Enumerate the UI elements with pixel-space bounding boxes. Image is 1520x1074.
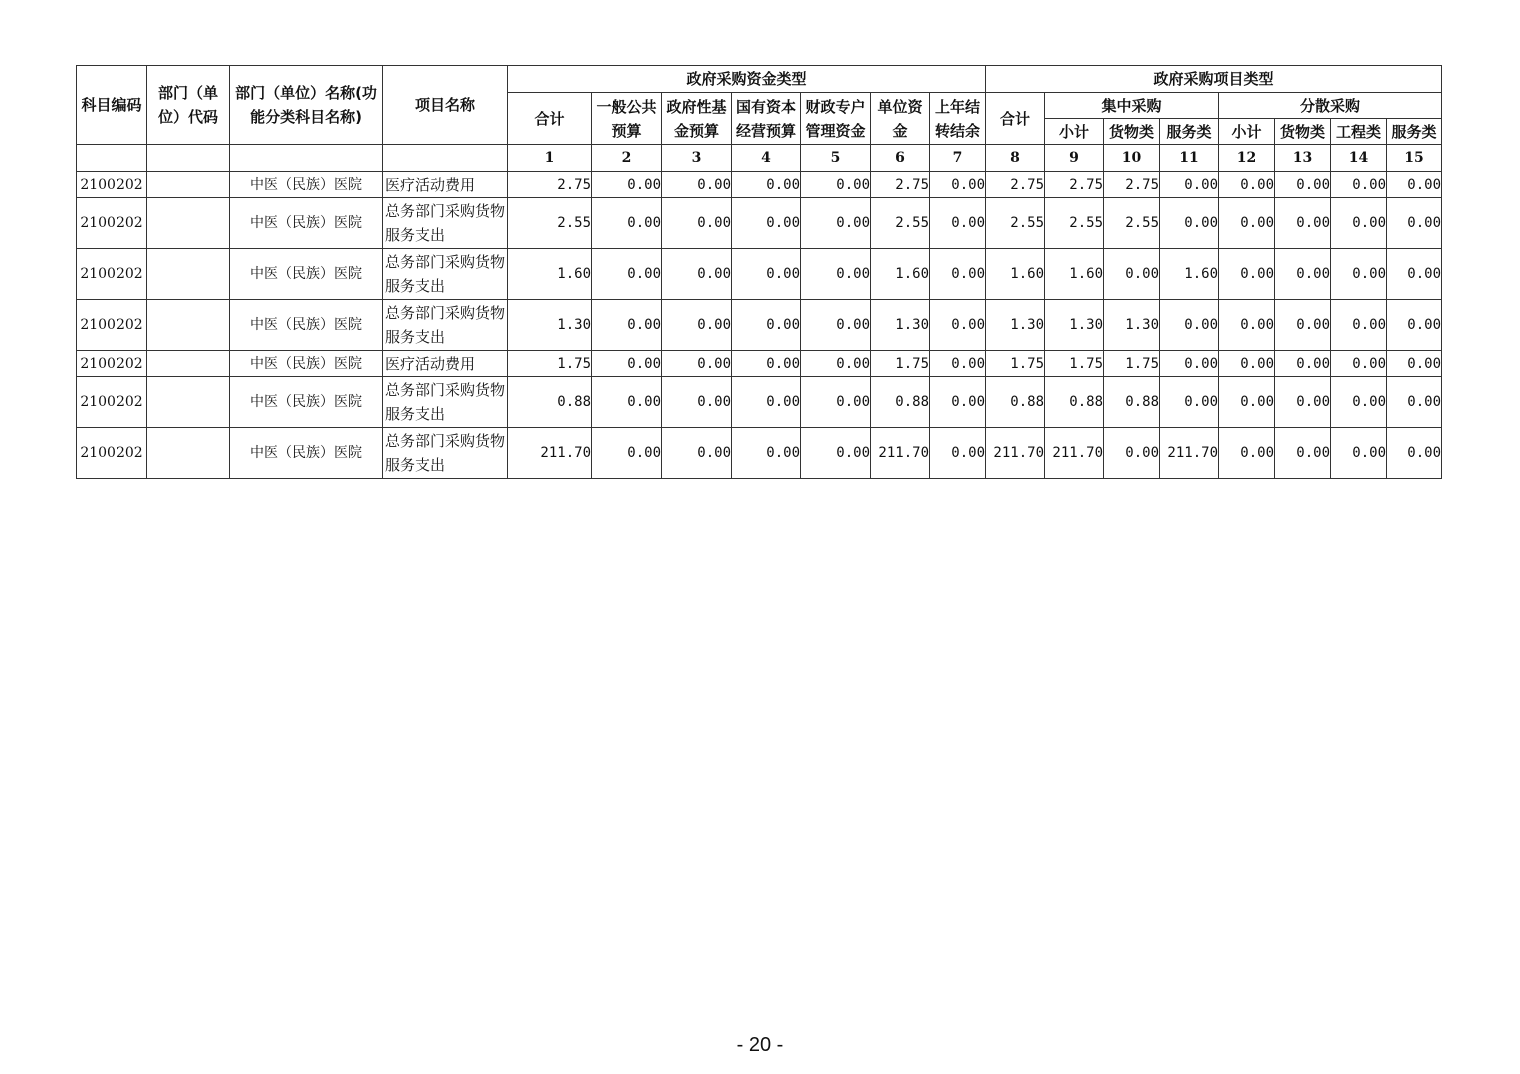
value-cell: 0.00 xyxy=(732,198,801,249)
subject-code-cell: 2100202 xyxy=(77,172,147,198)
value-cell: 0.00 xyxy=(1387,300,1442,351)
value-cell: 1.75 xyxy=(1104,351,1160,377)
value-cell: 0.00 xyxy=(930,351,986,377)
value-cell: 0.00 xyxy=(801,428,871,479)
header-dispersed-goods: 货物类 xyxy=(1275,119,1331,145)
project-name-cell: 总务部门采购货物服务支出 xyxy=(383,249,508,300)
value-cell: 0.00 xyxy=(732,428,801,479)
dept-code-cell xyxy=(147,377,230,428)
value-cell: 1.75 xyxy=(871,351,930,377)
value-cell: 0.00 xyxy=(930,300,986,351)
value-cell: 2.75 xyxy=(1045,172,1104,198)
value-cell: 0.00 xyxy=(592,351,662,377)
value-cell: 0.00 xyxy=(1160,172,1219,198)
header-fund-special-account: 财政专户管理资金 xyxy=(801,93,871,145)
header-central-subtotal: 小计 xyxy=(1045,119,1104,145)
table-row xyxy=(77,198,1442,249)
value-cell: 1.60 xyxy=(1045,249,1104,300)
table-row xyxy=(77,172,1442,198)
value-cell: 0.00 xyxy=(662,351,732,377)
value-cell: 0.00 xyxy=(1219,300,1275,351)
value-cell: 0.00 xyxy=(1219,377,1275,428)
value-cell: 0.00 xyxy=(1387,351,1442,377)
value-cell: 0.00 xyxy=(732,351,801,377)
value-cell: 0.00 xyxy=(930,249,986,300)
value-cell: 0.00 xyxy=(1160,377,1219,428)
dept-code-cell xyxy=(147,249,230,300)
value-cell: 0.00 xyxy=(1275,249,1331,300)
dept-name-cell: 中医（民族）医院 xyxy=(230,351,383,377)
value-cell: 1.75 xyxy=(508,351,592,377)
dept-name-cell: 中医（民族）医院 xyxy=(230,300,383,351)
value-cell: 2.75 xyxy=(1104,172,1160,198)
header-type-total: 合计 xyxy=(986,93,1045,145)
index-cell: 10 xyxy=(1104,145,1160,172)
value-cell: 1.60 xyxy=(508,249,592,300)
index-cell: 12 xyxy=(1219,145,1275,172)
value-cell: 1.30 xyxy=(986,300,1045,351)
value-cell: 0.00 xyxy=(1331,428,1387,479)
value-cell: 0.00 xyxy=(1275,377,1331,428)
header-dispersed-service: 服务类 xyxy=(1387,119,1442,145)
header-dept-name: 部门（单位）名称(功能分类科目名称) xyxy=(230,66,383,145)
value-cell: 0.00 xyxy=(930,377,986,428)
index-cell: 11 xyxy=(1160,145,1219,172)
index-cell: 9 xyxy=(1045,145,1104,172)
value-cell: 2.55 xyxy=(508,198,592,249)
index-blank xyxy=(383,145,508,172)
value-cell: 211.70 xyxy=(1160,428,1219,479)
header-dispersed-procurement: 分散采购 xyxy=(1219,93,1442,119)
value-cell: 1.30 xyxy=(1045,300,1104,351)
value-cell: 0.00 xyxy=(1275,300,1331,351)
value-cell: 0.00 xyxy=(592,300,662,351)
value-cell: 0.00 xyxy=(662,428,732,479)
value-cell: 1.30 xyxy=(508,300,592,351)
value-cell: 0.00 xyxy=(1104,249,1160,300)
table-row xyxy=(77,377,1442,428)
value-cell: 1.30 xyxy=(871,300,930,351)
value-cell: 0.00 xyxy=(1331,300,1387,351)
value-cell: 2.55 xyxy=(1104,198,1160,249)
value-cell: 2.75 xyxy=(986,172,1045,198)
value-cell: 0.00 xyxy=(930,198,986,249)
project-name-cell: 总务部门采购货物服务支出 xyxy=(383,300,508,351)
value-cell: 0.00 xyxy=(801,377,871,428)
index-cell: 6 xyxy=(871,145,930,172)
value-cell: 0.00 xyxy=(1275,198,1331,249)
project-name-cell: 医疗活动费用 xyxy=(383,351,508,377)
value-cell: 0.00 xyxy=(1387,198,1442,249)
value-cell: 0.00 xyxy=(1104,428,1160,479)
project-name-cell: 总务部门采购货物服务支出 xyxy=(383,428,508,479)
value-cell: 0.00 xyxy=(1331,377,1387,428)
value-cell: 0.00 xyxy=(801,300,871,351)
value-cell: 0.00 xyxy=(930,428,986,479)
value-cell: 0.88 xyxy=(986,377,1045,428)
index-cell: 15 xyxy=(1387,145,1442,172)
subject-code-cell: 2100202 xyxy=(77,428,147,479)
value-cell: 0.00 xyxy=(592,172,662,198)
header-dept-code: 部门（单位）代码 xyxy=(147,66,230,145)
table-row xyxy=(77,351,1442,377)
dept-code-cell xyxy=(147,198,230,249)
value-cell: 0.00 xyxy=(1219,198,1275,249)
header-subject-code: 科目编码 xyxy=(77,66,147,145)
value-cell: 0.00 xyxy=(1160,351,1219,377)
procurement-table xyxy=(76,65,1442,479)
value-cell: 2.55 xyxy=(871,198,930,249)
value-cell: 211.70 xyxy=(986,428,1045,479)
value-cell: 0.00 xyxy=(1275,172,1331,198)
dept-name-cell: 中医（民族）医院 xyxy=(230,198,383,249)
header-fund-total: 合计 xyxy=(508,93,592,145)
value-cell: 1.60 xyxy=(986,249,1045,300)
value-cell: 0.00 xyxy=(662,249,732,300)
dept-name-cell: 中医（民族）医院 xyxy=(230,249,383,300)
project-name-cell: 总务部门采购货物服务支出 xyxy=(383,377,508,428)
value-cell: 0.88 xyxy=(1045,377,1104,428)
value-cell: 0.00 xyxy=(1331,172,1387,198)
index-cell: 1 xyxy=(508,145,592,172)
index-blank xyxy=(77,145,147,172)
value-cell: 0.00 xyxy=(592,249,662,300)
value-cell: 0.00 xyxy=(732,300,801,351)
value-cell: 0.00 xyxy=(1160,300,1219,351)
value-cell: 0.00 xyxy=(732,172,801,198)
value-cell: 1.60 xyxy=(871,249,930,300)
value-cell: 0.00 xyxy=(1219,249,1275,300)
value-cell: 0.00 xyxy=(1331,351,1387,377)
subject-code-cell: 2100202 xyxy=(77,300,147,351)
value-cell: 0.00 xyxy=(1275,428,1331,479)
dept-name-cell: 中医（民族）医院 xyxy=(230,428,383,479)
index-blank xyxy=(230,145,383,172)
index-cell: 8 xyxy=(986,145,1045,172)
value-cell: 0.88 xyxy=(1104,377,1160,428)
header-fund-gov-fund: 政府性基金预算 xyxy=(662,93,732,145)
header-central-goods: 货物类 xyxy=(1104,119,1160,145)
value-cell: 0.00 xyxy=(1219,172,1275,198)
value-cell: 0.00 xyxy=(1219,351,1275,377)
header-dispersed-engineering: 工程类 xyxy=(1331,119,1387,145)
index-cell: 4 xyxy=(732,145,801,172)
table-header xyxy=(77,66,1442,172)
header-dispersed-subtotal: 小计 xyxy=(1219,119,1275,145)
value-cell: 0.00 xyxy=(592,377,662,428)
value-cell: 0.88 xyxy=(871,377,930,428)
value-cell: 0.00 xyxy=(801,198,871,249)
index-cell: 3 xyxy=(662,145,732,172)
page-number: - 20 - xyxy=(736,1034,784,1056)
value-cell: 0.00 xyxy=(662,172,732,198)
header-fund-state-capital: 国有资本经营预算 xyxy=(732,93,801,145)
index-row xyxy=(77,145,1442,172)
value-cell: 0.00 xyxy=(1387,172,1442,198)
value-cell: 0.00 xyxy=(592,198,662,249)
value-cell: 2.75 xyxy=(508,172,592,198)
table-row xyxy=(77,428,1442,479)
value-cell: 1.60 xyxy=(1160,249,1219,300)
dept-code-cell xyxy=(147,300,230,351)
value-cell: 0.00 xyxy=(1387,249,1442,300)
header-central-procurement: 集中采购 xyxy=(1045,93,1219,119)
value-cell: 0.00 xyxy=(1331,198,1387,249)
value-cell: 1.75 xyxy=(986,351,1045,377)
table-body xyxy=(77,172,1442,479)
project-name-cell: 总务部门采购货物服务支出 xyxy=(383,198,508,249)
header-fund-type-group: 政府采购资金类型 xyxy=(508,66,986,93)
dept-code-cell xyxy=(147,172,230,198)
dept-name-cell: 中医（民族）医院 xyxy=(230,377,383,428)
value-cell: 0.00 xyxy=(662,198,732,249)
header-fund-unit: 单位资金 xyxy=(871,93,930,145)
header-central-service: 服务类 xyxy=(1160,119,1219,145)
subject-code-cell: 2100202 xyxy=(77,351,147,377)
header-project-name: 项目名称 xyxy=(383,66,508,145)
value-cell: 211.70 xyxy=(508,428,592,479)
header-fund-carryover: 上年结转结余 xyxy=(930,93,986,145)
index-cell: 7 xyxy=(930,145,986,172)
table-row xyxy=(77,249,1442,300)
value-cell: 0.00 xyxy=(1160,198,1219,249)
value-cell: 0.00 xyxy=(801,249,871,300)
value-cell: 211.70 xyxy=(871,428,930,479)
index-blank xyxy=(147,145,230,172)
value-cell: 0.88 xyxy=(508,377,592,428)
value-cell: 0.00 xyxy=(732,377,801,428)
value-cell: 0.00 xyxy=(662,377,732,428)
header-project-type-group: 政府采购项目类型 xyxy=(986,66,1442,93)
table-row xyxy=(77,300,1442,351)
value-cell: 211.70 xyxy=(1045,428,1104,479)
value-cell: 0.00 xyxy=(1219,428,1275,479)
value-cell: 0.00 xyxy=(1387,377,1442,428)
value-cell: 0.00 xyxy=(801,172,871,198)
value-cell: 0.00 xyxy=(1275,351,1331,377)
value-cell: 0.00 xyxy=(1331,249,1387,300)
procurement-table-container xyxy=(76,65,1442,479)
subject-code-cell: 2100202 xyxy=(77,198,147,249)
index-cell: 2 xyxy=(592,145,662,172)
value-cell: 0.00 xyxy=(801,351,871,377)
subject-code-cell: 2100202 xyxy=(77,249,147,300)
value-cell: 2.55 xyxy=(986,198,1045,249)
value-cell: 0.00 xyxy=(930,172,986,198)
index-cell: 14 xyxy=(1331,145,1387,172)
value-cell: 1.75 xyxy=(1045,351,1104,377)
value-cell: 0.00 xyxy=(592,428,662,479)
value-cell: 1.30 xyxy=(1104,300,1160,351)
value-cell: 0.00 xyxy=(662,300,732,351)
subject-code-cell: 2100202 xyxy=(77,377,147,428)
index-cell: 5 xyxy=(801,145,871,172)
value-cell: 0.00 xyxy=(732,249,801,300)
dept-code-cell xyxy=(147,428,230,479)
dept-name-cell: 中医（民族）医院 xyxy=(230,172,383,198)
project-name-cell: 医疗活动费用 xyxy=(383,172,508,198)
dept-code-cell xyxy=(147,351,230,377)
index-cell: 13 xyxy=(1275,145,1331,172)
value-cell: 2.55 xyxy=(1045,198,1104,249)
value-cell: 0.00 xyxy=(1387,428,1442,479)
header-fund-general-budget: 一般公共预算 xyxy=(592,93,662,145)
value-cell: 2.75 xyxy=(871,172,930,198)
